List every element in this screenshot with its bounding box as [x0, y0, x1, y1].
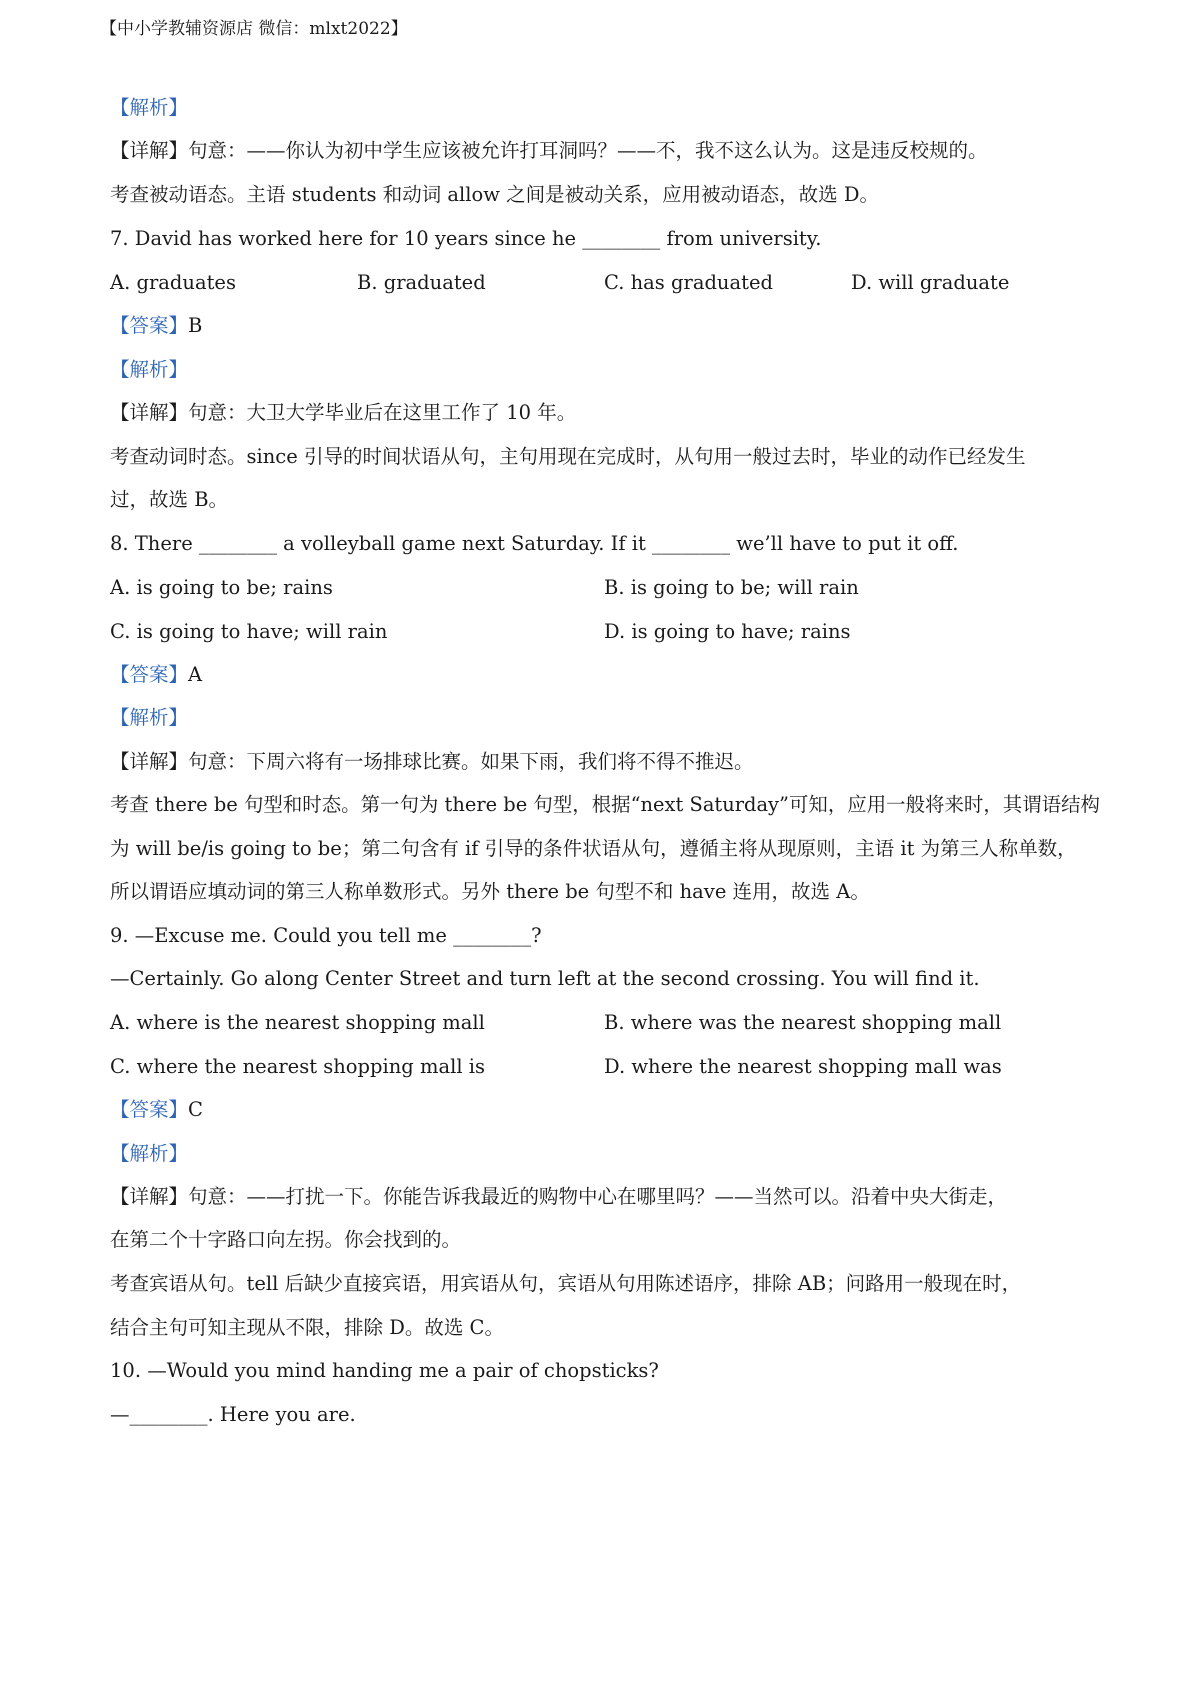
q9-jiexi-line: [110, 1141, 188, 1167]
q7-option-c: C. has graduated: [604, 271, 773, 294]
q9-stem-2: —Certainly. Go along Center Street and turn left at the second crossing. You will find it.: [110, 967, 980, 990]
q7-jiexi-line: [110, 357, 188, 383]
xiangjie-tag: 【详解】: [110, 1185, 189, 1208]
q8-stem: 8. There ________ a volleyball game next Saturday. If it ________ we’ll have to put it off.: [110, 532, 959, 555]
q9-stem-1: 9. —Excuse me. Could you tell me ________?: [110, 924, 542, 947]
q9-analysis-2: 结合主句可知主现从不限，排除 D。故选 C。: [110, 1316, 504, 1339]
q9-option-a: A. where is the nearest shopping mall: [110, 1011, 485, 1034]
q10-stem-2: —________. Here you are.: [110, 1403, 356, 1426]
q7-detail-line: [110, 400, 576, 426]
q8-detail-line: [110, 749, 754, 775]
q8-option-b: B. is going to be; will rain: [604, 576, 859, 599]
q7-option-d: D. will graduate: [851, 271, 1010, 294]
q8-answer: A: [188, 663, 203, 686]
daan-tag: 【答案】: [110, 314, 189, 337]
q9-detail-2: 在第二个十字路口向左拐。你会找到的。: [110, 1228, 462, 1251]
jiexi-tag: 【解析】: [110, 1142, 189, 1165]
q8-analysis-2: 为 will be/is going to be；第二句含有 if 引导的条件状语从句，遵循主将从现原则，主语 it 为第三人称单数，: [110, 837, 1077, 860]
xiangjie-tag: 【详解】: [110, 750, 189, 773]
q7-analysis-1: 考查动词时态。since 引导的时间状语从句，主句用现在完成时，从句用一般过去时，毕业的动作已经发生: [110, 445, 1026, 468]
q9-answer: C: [188, 1098, 203, 1121]
daan-tag: 【答案】: [110, 1098, 189, 1121]
q8-option-a: A. is going to be; rains: [110, 576, 333, 599]
jiexi-tag: 【解析】: [110, 706, 189, 729]
q7-analysis-2: 过，故选 B。: [110, 488, 229, 511]
q8-option-c: C. is going to have; will rain: [110, 620, 388, 643]
q8-option-d: D. is going to have; rains: [604, 620, 851, 643]
daan-tag: 【答案】: [110, 663, 189, 686]
q8-analysis-3: 所以谓语应填动词的第三人称单数形式。另外 there be 句型不和 have 连用，故选 A。: [110, 880, 870, 903]
q7-option-b: B. graduated: [357, 271, 486, 294]
q7-answer: B: [188, 314, 203, 337]
q8-jiexi-line: [110, 705, 188, 731]
q9-detail-1: 句意：——打扰一下。你能告诉我最近的购物中心在哪里吗？——当然可以。沿着中央大街走，: [188, 1185, 1008, 1208]
q7-detail: 句意：大卫大学毕业后在这里工作了 10 年。: [188, 401, 577, 424]
q7-stem: 7. David has worked here for 10 years since he ________ from university.: [110, 227, 822, 250]
q8-analysis-1: 考查 there be 句型和时态。第一句为 there be 句型，根据“next Saturday”可知，应用一般将来时，其谓语结构: [110, 793, 1100, 816]
q6-analysis: 考查被动语态。主语 students 和动词 allow 之间是被动关系，应用被动语态，故选 D。: [110, 183, 879, 206]
q6-jiexi-line: [110, 95, 188, 121]
q7-option-a: A. graduates: [110, 271, 236, 294]
xiangjie-tag: 【详解】: [110, 401, 189, 424]
q6-detail-line: [110, 138, 988, 164]
q9-answer-line: [110, 1097, 203, 1123]
q9-analysis-1: 考查宾语从句。tell 后缺少直接宾语，用宾语从句，宾语从句用陈述语序，排除 AB；问路用一般现在时，: [110, 1272, 1022, 1295]
jiexi-tag: 【解析】: [110, 96, 189, 119]
q8-detail: 句意：下周六将有一场排球比赛。如果下雨，我们将不得不推迟。: [188, 750, 754, 773]
q7-answer-line: [110, 313, 202, 339]
xiangjie-tag: 【详解】: [110, 139, 189, 162]
q10-stem-1: 10. —Would you mind handing me a pair of chopsticks?: [110, 1359, 659, 1382]
q6-detail: 句意：——你认为初中学生应该被允许打耳洞吗？——不，我不这么认为。这是违反校规的。: [188, 139, 988, 162]
q9-detail-line-1: [110, 1184, 1007, 1210]
q9-option-b: B. where was the nearest shopping mall: [604, 1011, 1002, 1034]
q9-option-d: D. where the nearest shopping mall was: [604, 1055, 1002, 1078]
q9-option-c: C. where the nearest shopping mall is: [110, 1055, 486, 1078]
q8-answer-line: [110, 662, 202, 688]
page-header: 【中小学教辅资源店 微信：mlxt2022】: [100, 19, 408, 39]
jiexi-tag: 【解析】: [110, 358, 189, 381]
